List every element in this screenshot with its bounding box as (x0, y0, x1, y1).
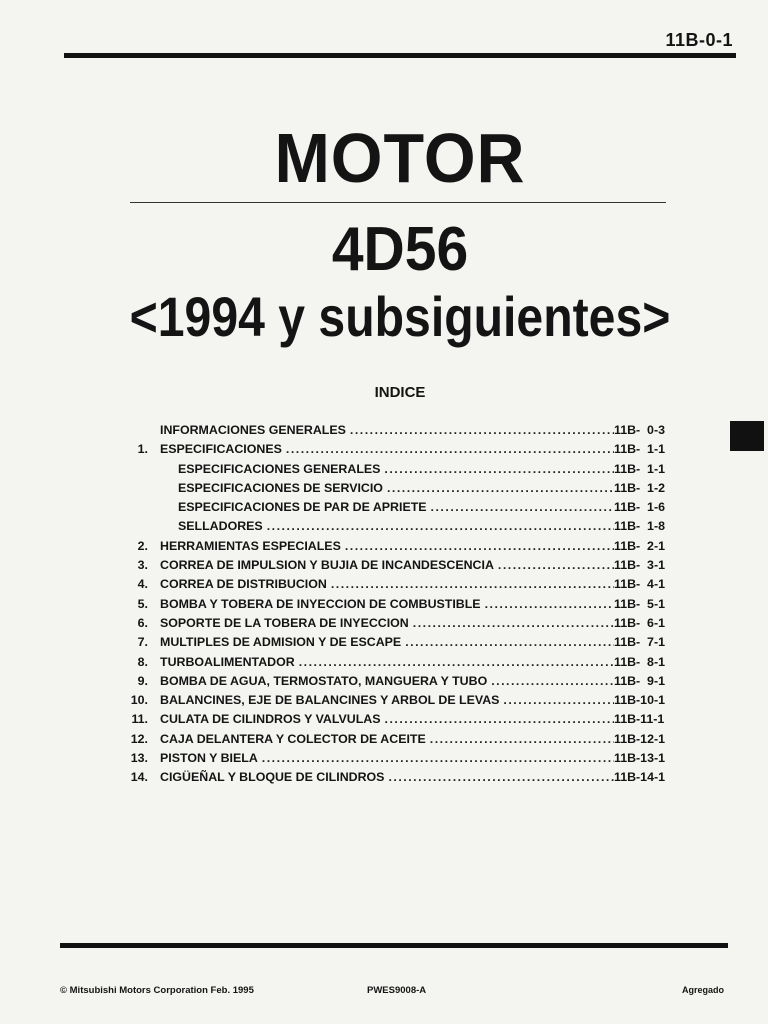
toc-dot-leader (327, 577, 614, 591)
toc-dot-leader (341, 539, 614, 553)
toc-entry-page: 11B- 8-1 (614, 654, 665, 669)
toc-entry[interactable] (112, 635, 672, 654)
model-years: <1994 y subsiguientes> (129, 285, 671, 348)
toc-entry-page: 11B-12-1 (614, 731, 665, 746)
toc-entry-title: CORREA DE IMPULSION Y BUJIA DE INCANDESCENCIA (160, 558, 494, 573)
toc-entry-title: CORREA DE DISTRIBUCION (160, 577, 327, 592)
toc-dot-leader (401, 635, 614, 649)
toc-dot-leader (481, 597, 614, 611)
toc-dot-leader (282, 442, 614, 456)
toc-entry-page: 11B- 1-8 (614, 519, 665, 534)
toc-entry-page: 11B- 5-1 (614, 596, 665, 611)
toc-entry-title: ESPECIFICACIONES (160, 442, 282, 457)
header-rule (64, 53, 736, 58)
toc-dot-leader (258, 751, 614, 765)
toc-entry-title: BOMBA Y TOBERA DE INYECCION DE COMBUSTIBLE (160, 596, 481, 611)
toc-entry-number: 11. (131, 712, 148, 727)
toc-entry-page: 11B- 1-1 (614, 461, 665, 476)
table-of-contents (112, 423, 672, 790)
toc-entry[interactable] (112, 712, 672, 731)
copyright-notice: © Mitsubishi Motors Corporation Feb. 1995 (60, 985, 254, 996)
toc-entry[interactable] (112, 539, 672, 558)
toc-entry[interactable] (112, 751, 672, 770)
toc-dot-leader (346, 423, 614, 437)
toc-entry-number: 1. (137, 442, 148, 457)
toc-entry-page: 11B-13-1 (614, 751, 665, 766)
toc-entry-page: 11B- 6-1 (614, 615, 665, 630)
toc-entry-page: 11B- 1-6 (614, 500, 665, 515)
toc-entry-title: INFORMACIONES GENERALES (160, 423, 346, 437)
toc-dot-leader (381, 712, 614, 726)
toc-entry-page: 11B- 7-1 (614, 635, 665, 650)
toc-dot-leader (263, 519, 614, 533)
toc-entry[interactable] (112, 597, 672, 616)
toc-entry-title: BALANCINES, EJE DE BALANCINES Y ARBOL DE LEVAS (160, 693, 500, 708)
toc-entry-page: 11B- 2-1 (614, 538, 665, 553)
toc-entry-title: CULATA DE CILINDROS Y VALVULAS (160, 712, 381, 727)
toc-entry-number: 14. (130, 770, 148, 785)
toc-entry-number: 4. (137, 577, 148, 592)
toc-entry[interactable] (112, 770, 672, 789)
toc-dot-leader (384, 770, 614, 784)
page-title: MOTOR (274, 119, 526, 197)
toc-entry-number: 7. (137, 635, 148, 650)
page-number: 11B-0-1 (665, 30, 733, 50)
toc-entry-title: PISTON Y BIELA (160, 751, 258, 766)
toc-entry[interactable] (112, 693, 672, 712)
toc-entry-title: CAJA DELANTERA Y COLECTOR DE ACEITE (160, 731, 426, 746)
toc-entry[interactable] (112, 481, 672, 500)
toc-dot-leader (295, 655, 614, 669)
toc-entry-title: MULTIPLES DE ADMISION Y DE ESCAPE (160, 635, 402, 650)
toc-entry-title: BOMBA DE AGUA, TERMOSTATO, MANGUERA Y TUBO (160, 673, 488, 688)
toc-entry[interactable] (112, 616, 672, 635)
section-tab-marker (730, 421, 764, 451)
toc-entry[interactable] (112, 577, 672, 596)
toc-entry-number: 5. (137, 596, 148, 611)
toc-dot-leader (487, 674, 614, 688)
toc-entry-page: 11B- 0-3 (614, 423, 665, 437)
toc-entry-number: 3. (137, 558, 148, 573)
toc-entry-title: TURBOALIMENTADOR (160, 654, 295, 669)
toc-entry-page: 11B-11-1 (614, 712, 665, 727)
toc-entry-number: 8. (137, 654, 148, 669)
toc-dot-leader (499, 693, 614, 707)
toc-entry-page: 11B-10-1 (614, 693, 665, 708)
toc-entry[interactable] (112, 519, 672, 538)
toc-entry-page: 11B- 4-1 (614, 577, 665, 592)
toc-entry-title: SOPORTE DE LA TOBERA DE INYECCION (160, 615, 409, 630)
toc-entry-number: 6. (137, 615, 148, 630)
document-code: PWES9008-A (367, 985, 427, 996)
toc-entry-number: 13. (130, 751, 148, 766)
toc-entry-page: 11B- 9-1 (614, 673, 665, 688)
toc-entry[interactable] (112, 732, 672, 751)
toc-entry-title: SELLADORES (178, 519, 263, 534)
toc-dot-leader (494, 558, 614, 572)
toc-entry-page: 11B- 1-1 (614, 442, 665, 457)
toc-entry-number: 9. (137, 673, 148, 688)
toc-entry-number: 10. (130, 693, 148, 708)
toc-entry[interactable] (112, 674, 672, 693)
toc-entry[interactable] (112, 423, 672, 442)
toc-entry[interactable] (112, 500, 672, 519)
toc-dot-leader (409, 616, 614, 630)
toc-dot-leader (380, 462, 614, 476)
index-heading: INDICE (374, 384, 426, 401)
toc-entry-title: ESPECIFICACIONES GENERALES (178, 461, 381, 476)
toc-entry-page: 11B- 1-2 (614, 480, 665, 495)
toc-entry-number: 12. (130, 731, 148, 746)
toc-entry-title: ESPECIFICACIONES DE PAR DE APRIETE (178, 500, 427, 515)
revision-status: Agregado (682, 985, 725, 995)
toc-entry-title: CIGÜEÑAL Y BLOQUE DE CILINDROS (160, 770, 385, 785)
toc-entry-number: 2. (137, 538, 148, 553)
toc-dot-leader (427, 500, 614, 514)
toc-dot-leader (426, 732, 614, 746)
toc-entry[interactable] (112, 655, 672, 674)
engine-model: 4D56 (331, 215, 469, 284)
toc-dot-leader (383, 481, 614, 495)
footer-rule (60, 943, 728, 948)
toc-entry-page: 11B- 3-1 (614, 558, 665, 573)
toc-entry[interactable] (112, 462, 672, 481)
toc-entry-title: ESPECIFICACIONES DE SERVICIO (178, 480, 383, 495)
toc-entry-title: HERRAMIENTAS ESPECIALES (160, 538, 341, 553)
toc-entry-page: 11B-14-1 (614, 770, 665, 785)
toc-entry[interactable] (112, 558, 672, 577)
title-divider (130, 202, 666, 203)
toc-entry[interactable] (112, 442, 672, 461)
